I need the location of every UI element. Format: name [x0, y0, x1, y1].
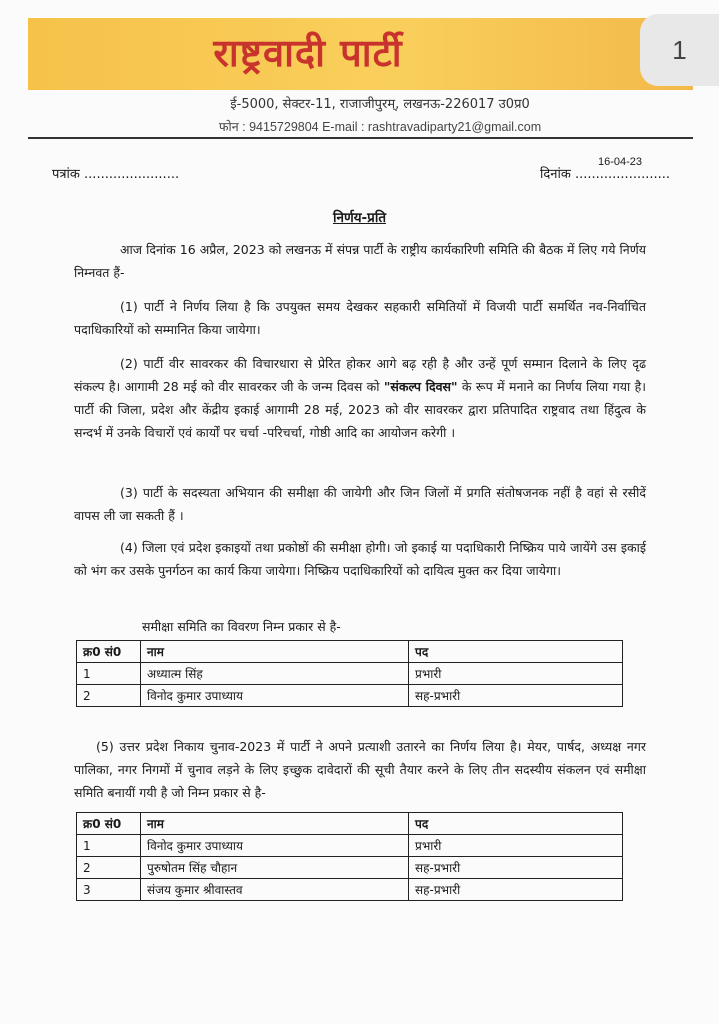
- page-number-badge: 1: [640, 14, 719, 86]
- cell-sno: 3: [77, 879, 141, 901]
- date-field: दिनांक .......................: [540, 167, 671, 182]
- col-header-post: पद: [409, 641, 623, 663]
- table-row: [77, 663, 623, 685]
- cell-post: सह-प्रभारी: [409, 879, 623, 901]
- cell-name: विनोद कुमार उपाध्याय: [141, 835, 409, 857]
- cell-post: प्रभारी: [409, 663, 623, 685]
- decision-2-text-b: के रूप में मनाने का निर्णय लिया गया है। पार्टी की जिला, प्रदेश और केंद्रीय इकाई आगामी 28 मई, 2023 को वीर सावरकर द्वारा प्रतिपादित राष्ट्रवाद तथा हिंदुत्व के सन्दर्भ में उनके विचारों एवं कार्यों पर चर्चा -परिचर्चा, गोष्ठी आदि का आयोजन करेगी ।: [74, 379, 646, 440]
- intro-text: आज दिनांक 16 अप्रैल, 2023 को लखनऊ में संपन्न पार्टी के राष्ट्रीय कार्यकारिणी समिति की बैठक में लिए गये निर्णय निम्नवत हैं-: [74, 242, 646, 280]
- cell-sno: 1: [77, 835, 141, 857]
- decision-3: [74, 481, 646, 527]
- intro-paragraph: [74, 238, 646, 284]
- cell-sno: 2: [77, 685, 141, 707]
- party-contact: फोन : 9415729804 E-mail : rashtravadiparty21@gmail.com: [218, 120, 542, 134]
- letterhead-divider: [28, 137, 693, 139]
- decision-2-text-a: (2) पार्टी वीर सावरकर की विचारधारा से प्रेरित होकर आगे बढ़ रही है और उन्हें पूर्ण सम्मान दिलाने के लिए दृढ संकल्प है। आगामी 28 मई को वीर सावरकर जी के जन्म दिवस को: [74, 356, 646, 394]
- sankalp-diwas-highlight: "संकल्प दिवस": [383, 379, 458, 394]
- review-committee-table: [76, 640, 623, 707]
- col-header-sno: क्र0 सं0: [77, 641, 141, 663]
- table-header-row: [77, 641, 623, 663]
- decision-1: [74, 295, 646, 341]
- cell-name: अध्यात्म सिंह: [141, 663, 409, 685]
- cell-name: पुरुषोतम सिंह चौहान: [141, 857, 409, 879]
- col-header-post: पद: [409, 813, 623, 835]
- party-name: राष्ट्रवादी पार्टी: [213, 31, 403, 75]
- document-title: निर्णय-प्रति: [332, 210, 387, 226]
- reference-number-field: पत्रांक .......................: [52, 167, 180, 182]
- table-row: [77, 685, 623, 707]
- date-value: 16-04-23: [598, 156, 643, 168]
- decision-5: [74, 735, 646, 804]
- decision-1-text: (1) पार्टी ने निर्णय लिया है कि उपयुक्त समय देखकर सहकारी समितियों में विजयी पार्टी समर्थित नव-निर्वाचित पदाधिकारियों को सम्मानित किया जायेगा।: [74, 299, 646, 337]
- cell-sno: 2: [77, 857, 141, 879]
- cell-name: संजय कुमार श्रीवास्तव: [141, 879, 409, 901]
- table-row: [77, 879, 623, 901]
- col-header-sno: क्र0 सं0: [77, 813, 141, 835]
- table-header-row: [77, 813, 623, 835]
- decision-2: [74, 352, 646, 444]
- cell-post: प्रभारी: [409, 835, 623, 857]
- col-header-name: नाम: [141, 813, 409, 835]
- decision-4-text: (4) जिला एवं प्रदेश इकाइयों तथा प्रकोष्ठों की समीक्षा होगी। जो इकाई या पदाधिकारी निष्क्रिय पाये जायेंगे उस इकाई को भंग कर उसके पुनर्गठन का कार्य किया जायेगा। निष्क्रिय पदाधिकारियों को दायित्व मुक्त कर दिया जायेगा।: [74, 540, 646, 578]
- cell-post: सह-प्रभारी: [409, 857, 623, 879]
- col-header-name: नाम: [141, 641, 409, 663]
- party-address: ई-5000, सेक्टर-11, राजाजीपुरम्, लखनऊ-226017 उ0प्र0: [230, 97, 530, 112]
- cell-post: सह-प्रभारी: [409, 685, 623, 707]
- decision-4: [74, 536, 646, 582]
- cell-name: विनोद कुमार उपाध्याय: [141, 685, 409, 707]
- cell-sno: 1: [77, 663, 141, 685]
- table-row: [77, 857, 623, 879]
- decision-3-text: (3) पार्टी के सदस्यता अभियान की समीक्षा की जायेगी और जिन जिलों में प्रगति संतोषजनक नहीं है वहां से रसीदें वापस ली जा सकती हैं ।: [74, 485, 646, 523]
- election-committee-table: [76, 812, 623, 901]
- review-committee-caption: समीक्षा समिति का विवरण निम्न प्रकार से है-: [142, 619, 341, 634]
- table-row: [77, 835, 623, 857]
- decision-5-text: (5) उत्तर प्रदेश निकाय चुनाव-2023 में पार्टी ने अपने प्रत्याशी उतारने का निर्णय लिया है। मेयर, पार्षद, अध्यक्ष नगर पालिका, नगर निगमों में चुनाव लड़ने के लिए इच्छुक दावेदारों की सूची तैयार करने के लिए तीन सदस्यीय संकलन एवं समीक्षा समिति बनायीं गयी है जो निम्न प्रकार से है-: [74, 739, 646, 800]
